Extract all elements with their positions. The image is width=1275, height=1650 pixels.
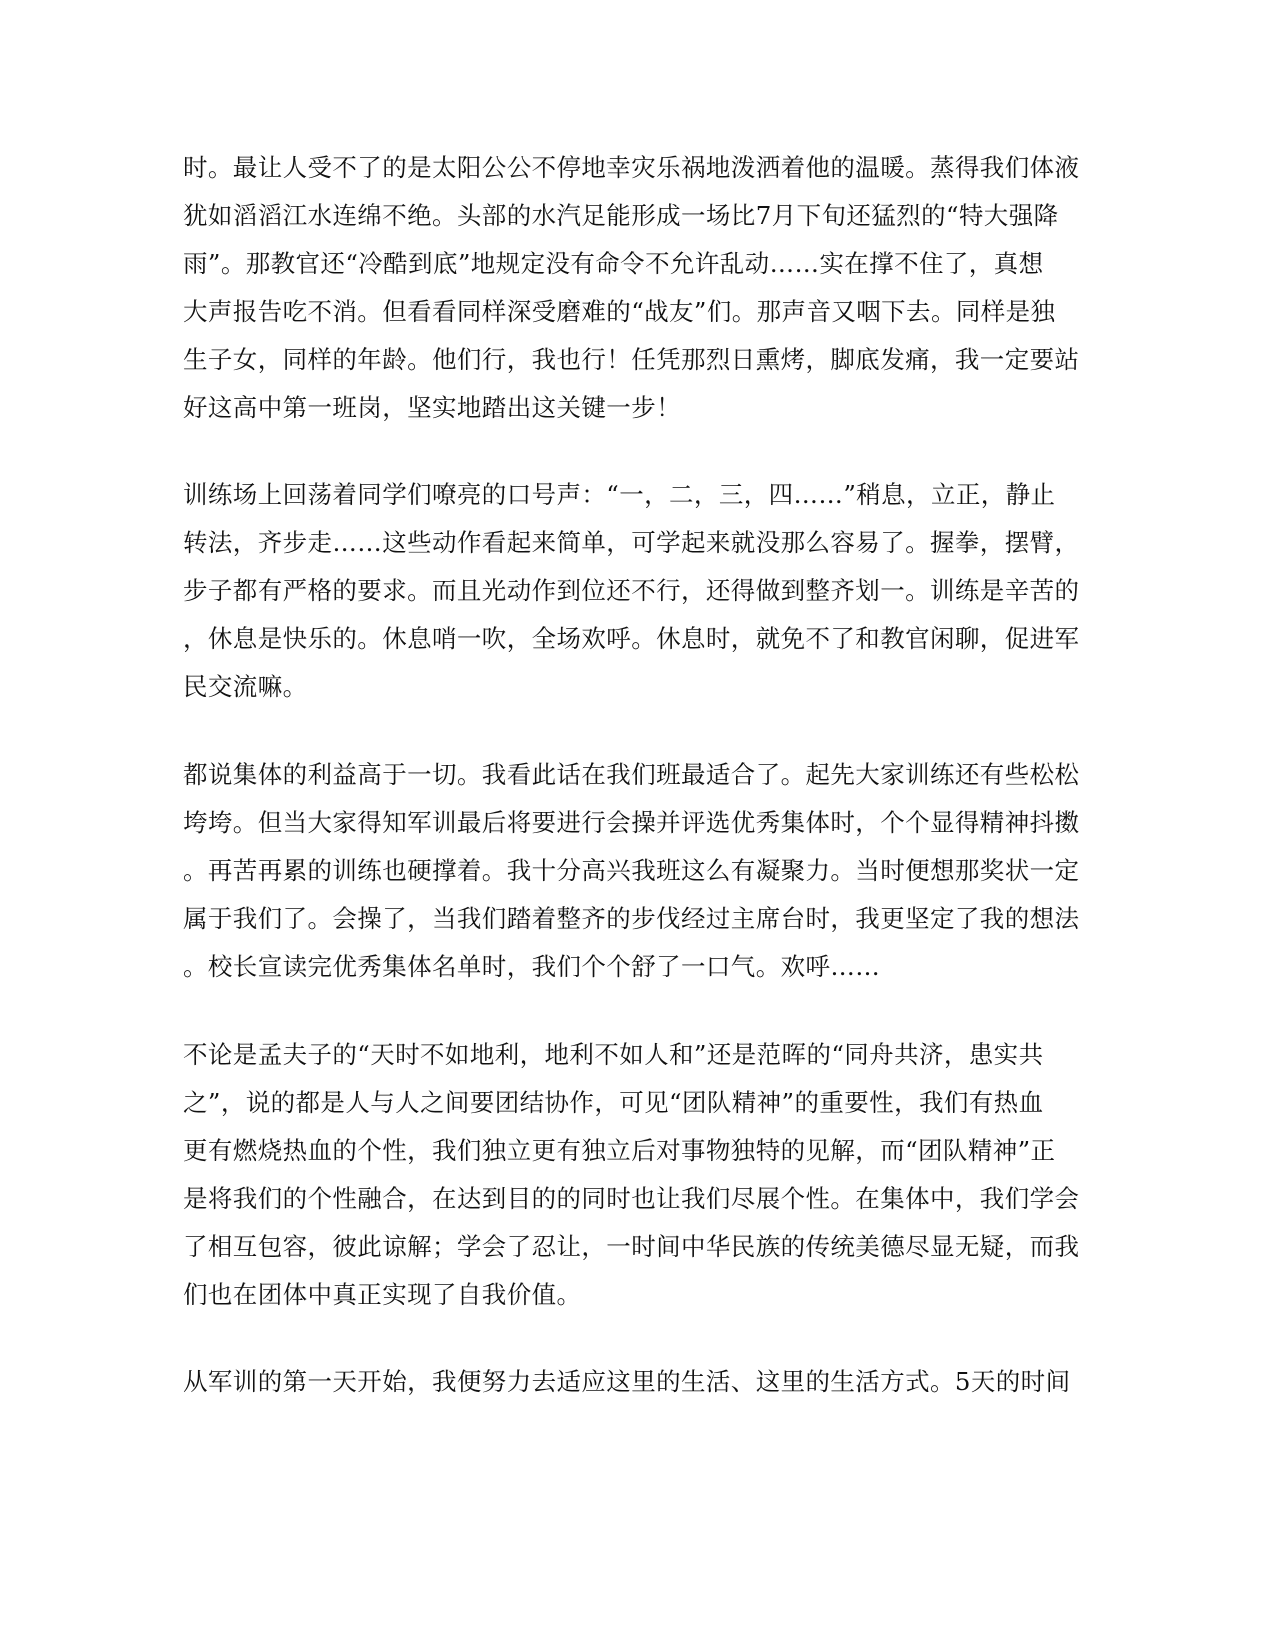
text-line: 。再苦再累的训练也硬撑着。我十分高兴我班这么有凝聚力。当时便想那奖状一定 <box>183 856 1080 885</box>
text-line: 更有燃烧热血的个性，我们独立更有独立后对事物独特的见解，而“团队精神”正 <box>183 1136 1056 1165</box>
text-line: 都说集体的利益高于一切。我看此话在我们班最适合了。起先大家训练还有些松松 <box>183 760 1080 789</box>
text-line: 大声报告吃不消。但看看同样深受磨难的“战友”们。那声音又咽下去。同样是独 <box>183 297 1056 326</box>
paragraph-5 <box>183 1358 1083 1406</box>
paragraph-3 <box>183 751 1083 991</box>
text-line: 时。最让人受不了的是太阳公公不停地幸灾乐祸地泼洒着他的温暖。蒸得我们体液 <box>183 153 1080 182</box>
paragraph-2 <box>183 471 1083 711</box>
text-line: 了相互包容，彼此谅解；学会了忍让，一时间中华民族的传统美德尽显无疑，而我 <box>183 1232 1080 1261</box>
text-line: 之”，说的都是人与人之间要团结协作，可见“团队精神”的重要性，我们有热血 <box>183 1088 1044 1117</box>
text-line: 是将我们的个性融合，在达到目的的同时也让我们尽展个性。在集体中，我们学会 <box>183 1184 1080 1213</box>
text-line: 雨”。那教官还“冷酷到底”地规定没有命令不允许乱动……实在撑不住了，真想 <box>183 249 1044 278</box>
text-line: 好这高中第一班岗，坚实地踏出这关键一步！ <box>183 393 681 422</box>
text-line: 步子都有严格的要求。而且光动作到位还不行，还得做到整齐划一。训练是辛苦的 <box>183 576 1080 605</box>
text-line: 属于我们了。会操了，当我们踏着整齐的步伐经过主席台时，我更坚定了我的想法 <box>183 904 1080 933</box>
text-line: 。校长宣读完优秀集体名单时，我们个个舒了一口气。欢呼…… <box>183 952 881 981</box>
text-line: 不论是孟夫子的“天时不如地利，地利不如人和”还是范晖的“同舟共济，患实共 <box>183 1040 1044 1069</box>
text-line: 训练场上回荡着同学们嘹亮的口号声：“一，二，三，四……”稍息，立正，静止 <box>183 480 1056 509</box>
text-line: 民交流嘛。 <box>183 672 308 701</box>
paragraph-4 <box>183 1031 1083 1319</box>
text-line: 从军训的第一天开始，我便努力去适应这里的生活、这里的生活方式。5天的时间 <box>183 1367 1071 1396</box>
text-line: ，休息是快乐的。休息哨一吹，全场欢呼。休息时，就免不了和教官闲聊，促进军 <box>183 624 1080 653</box>
text-line: 生子女，同样的年龄。他们行，我也行！任凭那烈日熏烤，脚底发痛，我一定要站 <box>183 345 1080 374</box>
text-line: 们也在团体中真正实现了自我价值。 <box>183 1280 582 1309</box>
text-line: 转法，齐步走……这些动作看起来简单，可学起来就没那么容易了。握拳，摆臂， <box>183 528 1080 557</box>
text-line: 垮垮。但当大家得知军训最后将要进行会操并评选优秀集体时，个个显得精神抖擞 <box>183 808 1080 837</box>
text-line: 犹如滔滔江水连绵不绝。头部的水汽足能形成一场比7月下旬还猛烈的“特大强降 <box>183 201 1059 230</box>
paragraph-1 <box>183 144 1083 432</box>
